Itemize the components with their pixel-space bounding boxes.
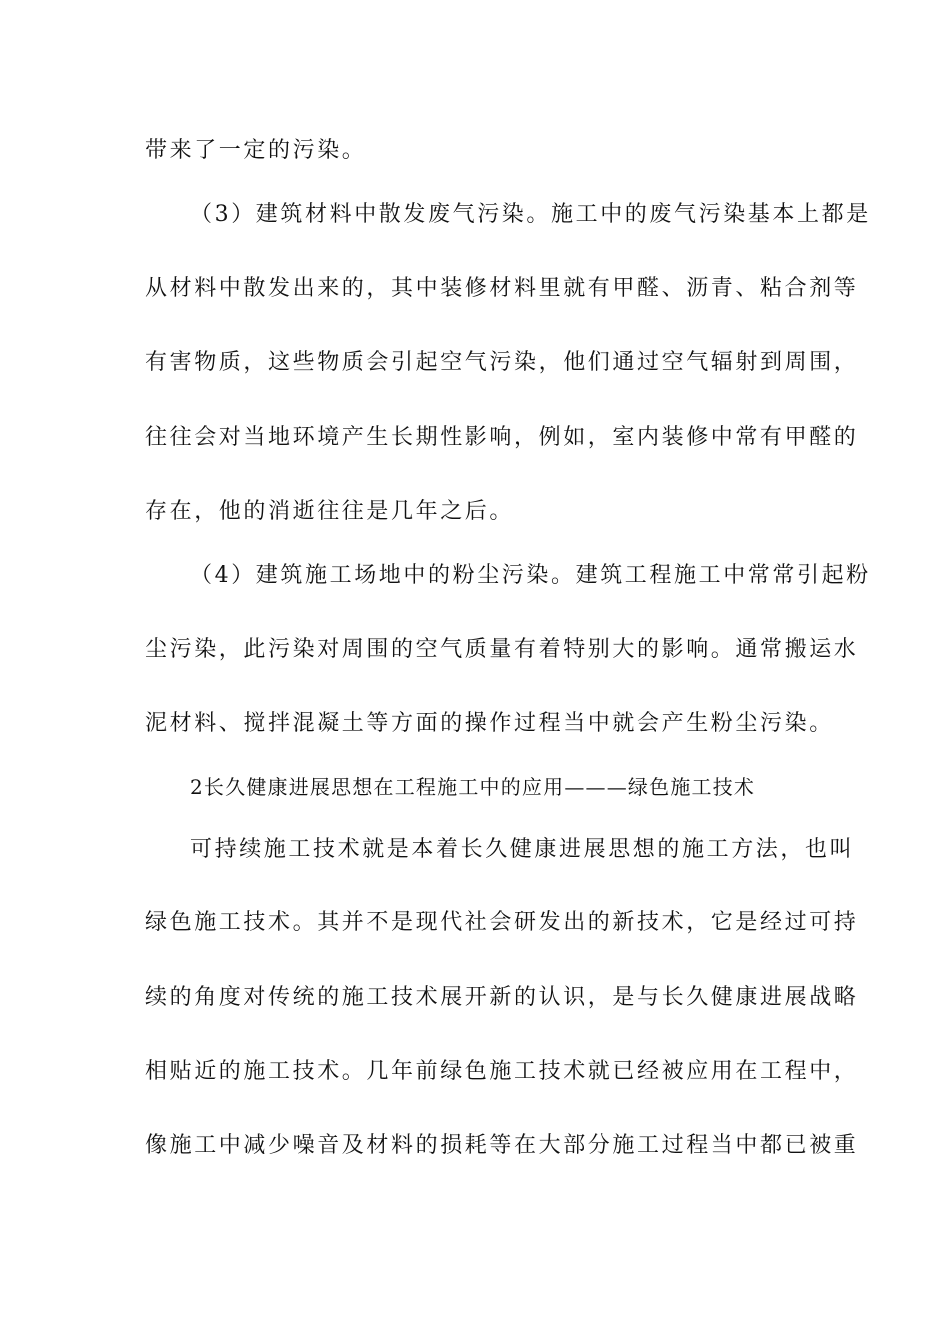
text-line: 泥材料、搅拌混凝土等方面的操作过程当中就会产生粉尘污染。	[145, 711, 834, 736]
text-line: 可持续施工技术就是本着长久健康进展思想的施工方法，也叫	[190, 837, 855, 862]
text-line: 续的角度对传统的施工技术展开新的认识，是与长久健康进展战略	[145, 985, 859, 1010]
text-line: 像施工中减少噪音及材料的损耗等在大部分施工过程当中都已被重	[145, 1133, 859, 1158]
text-line: 带来了一定的污染。	[145, 138, 367, 163]
text-line: （3）建筑材料中散发废气污染。施工中的废气污染基本上都是	[190, 202, 871, 227]
section-heading: 2长久健康进展思想在工程施工中的应用———绿色施工技术	[190, 775, 756, 799]
text-line: 尘污染，此污染对周围的空气质量有着特别大的影响。通常搬运水	[145, 637, 859, 662]
text-line: 绿色施工技术。其并不是现代社会研发出的新技术，它是经过可持	[145, 910, 859, 935]
text-line: 从材料中散发出来的，其中装修材料里就有甲醛、沥青、粘合剂等	[145, 276, 859, 301]
text-line: 有害物质，这些物质会引起空气污染，他们通过空气辐射到周围，	[145, 350, 859, 375]
text-line: （4）建筑施工场地中的粉尘污染。建筑工程施工中常常引起粉	[190, 563, 871, 588]
text-line: 相贴近的施工技术。几年前绿色施工技术就已经被应用在工程中，	[145, 1059, 859, 1084]
text-line: 往往会对当地环境产生长期性影响，例如，室内装修中常有甲醛的	[145, 425, 859, 450]
text-line: 存在，他的消逝往往是几年之后。	[145, 499, 515, 524]
